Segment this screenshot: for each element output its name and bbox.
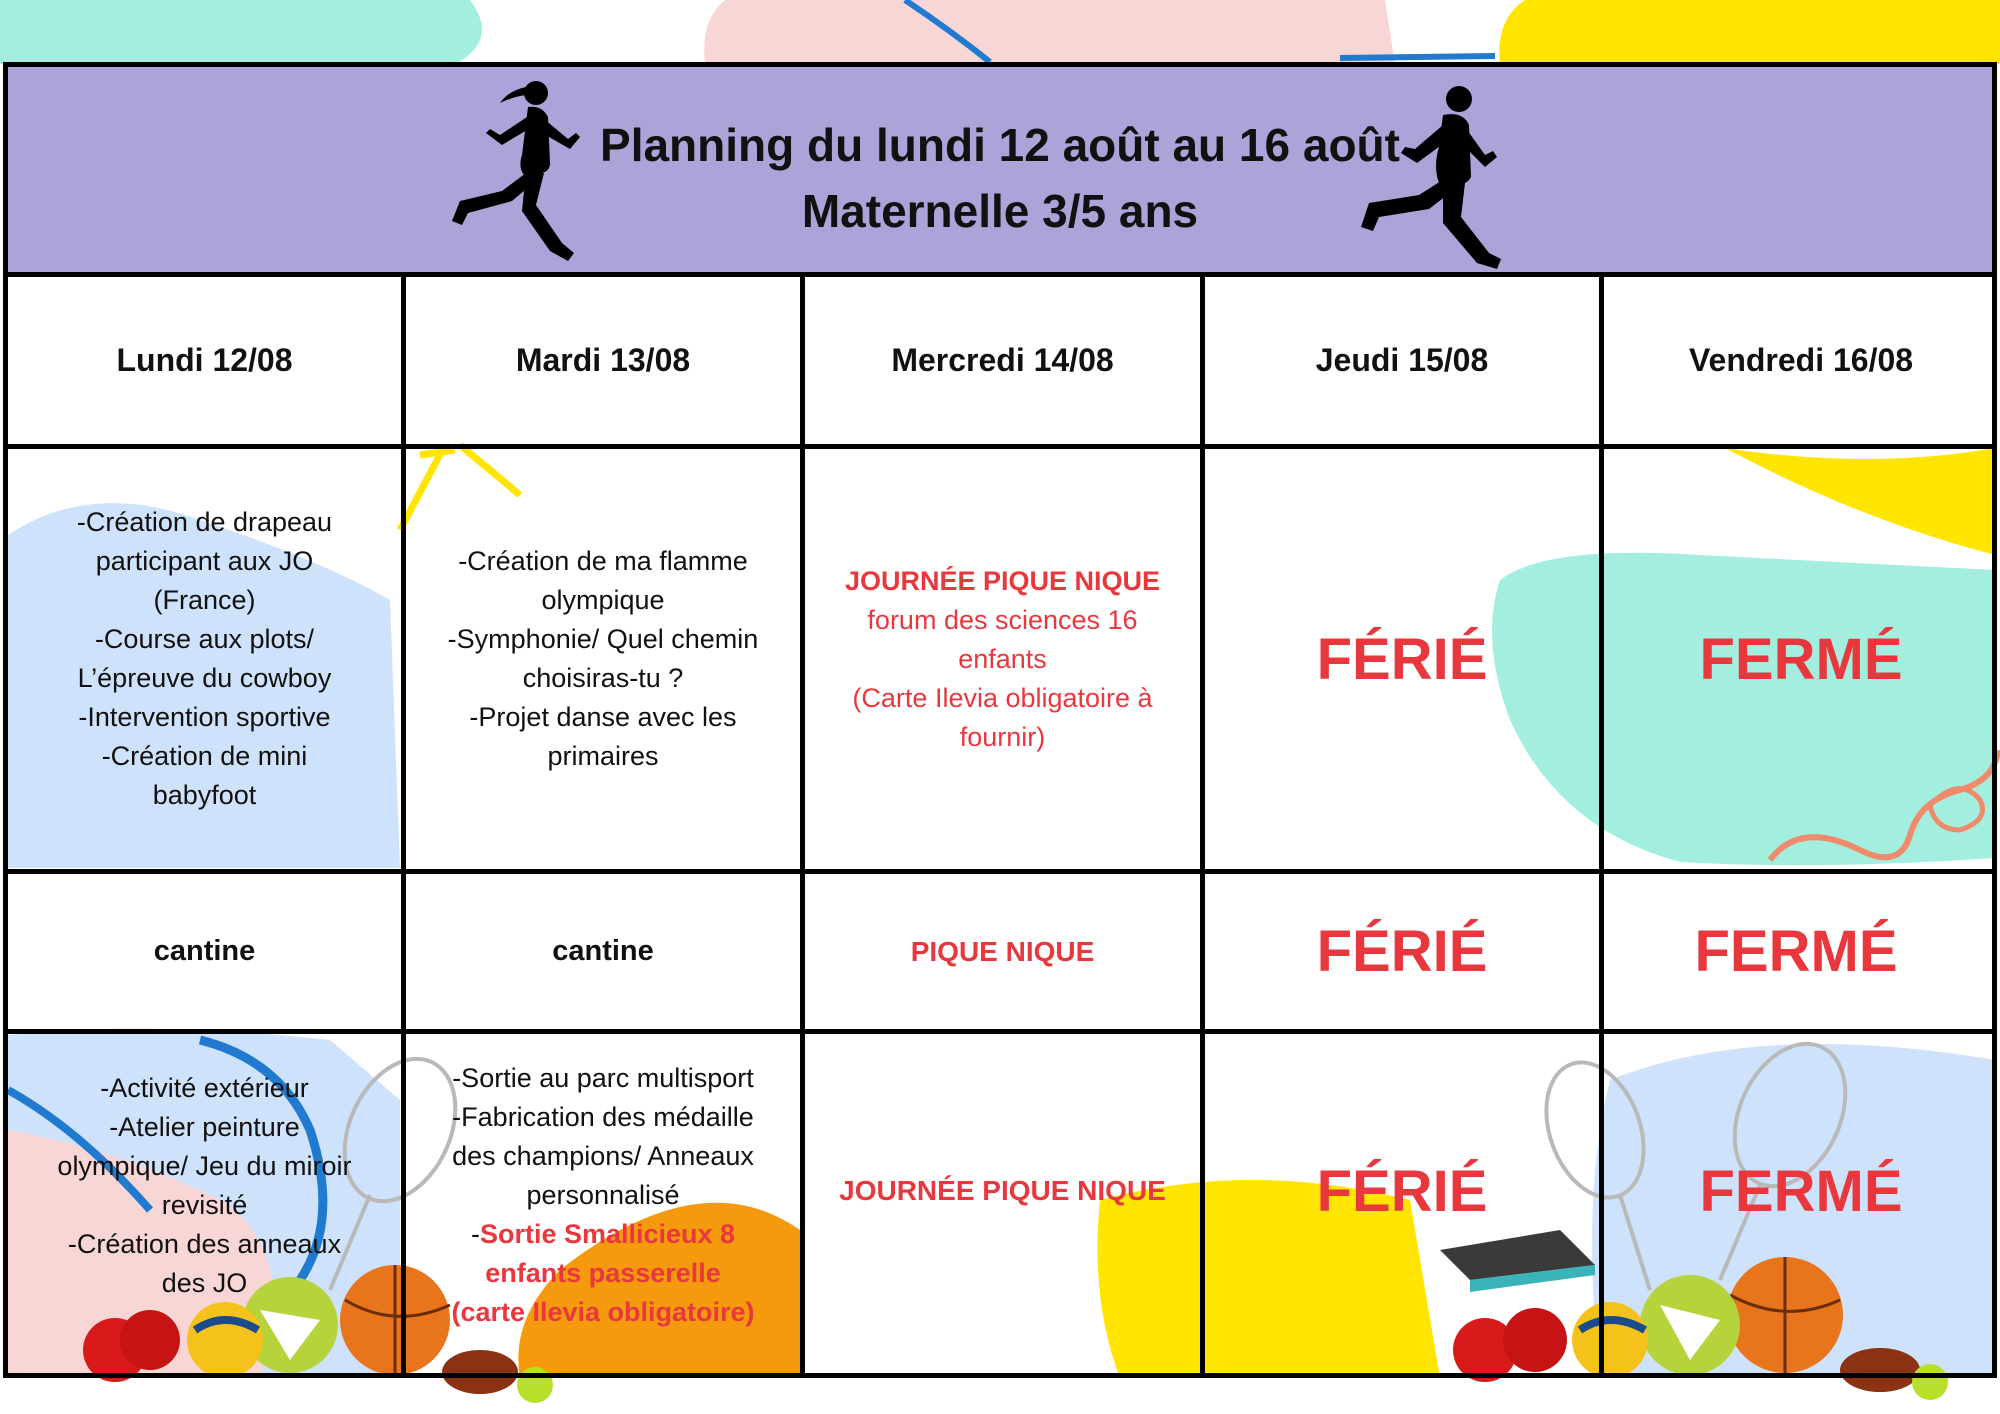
activity-line: olympique [541,585,665,615]
activity-line: -Projet danse avec les [469,702,737,732]
blue-line-top-2 [1340,56,1495,58]
activity-line: des champions/ Anneaux [452,1141,754,1171]
activity-line: -Activité extérieur [100,1073,309,1103]
morning-friday-closed: FERMÉ [1699,626,1903,692]
mint-blob-top-left [0,0,482,64]
afternoon-monday [8,1034,401,1378]
afternoon-friday-closed: FERMÉ [1699,1158,1903,1224]
activity-line: -Symphonie/ Quel chemin [447,624,759,654]
afternoon-tuesday [406,1034,800,1378]
outing-prefix: - [470,1219,480,1249]
activity-line: forum des sciences 16 [867,604,1138,635]
outing-text: Sortie Smallicieux 8 [479,1219,736,1249]
pink-blob-top [704,0,1395,64]
day-header-tuesday: Mardi 13/08 [515,342,691,378]
day-header-thursday: Jeudi 15/08 [1315,342,1489,378]
day-header-wednesday: Mercredi 14/08 [891,342,1114,378]
page-title: Planning du lundi 12 août au 16 août [600,119,1400,171]
afternoon-thursday-holiday: FÉRIÉ [1316,1158,1488,1224]
activity-line: -Création des anneaux [67,1229,342,1259]
day-header-friday: Vendredi 16/08 [1688,342,1914,378]
outing-line: (carte Ilevia obligatoire) [451,1297,755,1327]
activity-line: babyfoot [152,780,257,810]
schedule-frame [3,62,1997,1378]
activity-line: -Création de drapeau [76,507,333,537]
activity-line: L’épreuve du cowboy [77,663,332,693]
activity-line: olympique/ Jeu du miroir [57,1151,352,1181]
female-runner-icon [438,75,608,275]
header-band [8,67,1992,277]
activity-line: choisiras-tu ? [522,663,684,693]
schedule-grid [8,277,1992,1378]
lunch-monday: cantine [153,935,256,967]
activity-line: personnalisé [526,1180,680,1210]
activity-line: des JO [161,1268,248,1298]
activity-line: -Création de mini [101,741,308,771]
activity-line: -Fabrication des médaille [452,1102,754,1132]
day-header-monday: Lundi 12/08 [116,342,293,378]
morning-wednesday [805,449,1200,869]
outing-line [451,1215,754,1254]
activity-line: -Création de ma flamme [458,546,748,576]
activity-line: (Carte Ilevia obligatoire à [852,682,1153,713]
morning-thursday-holiday: FÉRIÉ [1316,626,1488,692]
lunch-thursday-holiday: FÉRIÉ [1316,919,1488,984]
afternoon-wednesday: JOURNÉE PIQUE NIQUE [839,1175,1166,1206]
activity-line: revisité [161,1190,248,1220]
activity-line: -Atelier peinture [109,1112,300,1142]
activity-line: enfants [958,643,1047,674]
morning-tuesday [406,449,800,869]
lunch-tuesday: cantine [552,935,654,967]
yellow-blob-top-right [1499,0,2000,64]
male-runner-icon [1343,77,1513,277]
outing-line: enfants passerelle [485,1258,721,1288]
activity-line: fournir) [959,721,1046,752]
activity-line: -Course aux plots/ [94,624,315,654]
activity-line: primaires [547,741,659,771]
activity-line: (France) [153,585,256,615]
picnic-day-title: JOURNÉE PIQUE NIQUE [844,565,1161,596]
lunch-wednesday: PIQUE NIQUE [910,935,1095,967]
lunch-friday-closed: FERMÉ [1694,919,1898,984]
page-subtitle: Maternelle 3/5 ans [801,185,1199,237]
activity-line: -Intervention sportive [78,702,331,732]
activity-line: participant aux JO [95,546,314,576]
morning-monday [8,449,401,869]
activity-line: -Sortie au parc multisport [452,1063,754,1093]
